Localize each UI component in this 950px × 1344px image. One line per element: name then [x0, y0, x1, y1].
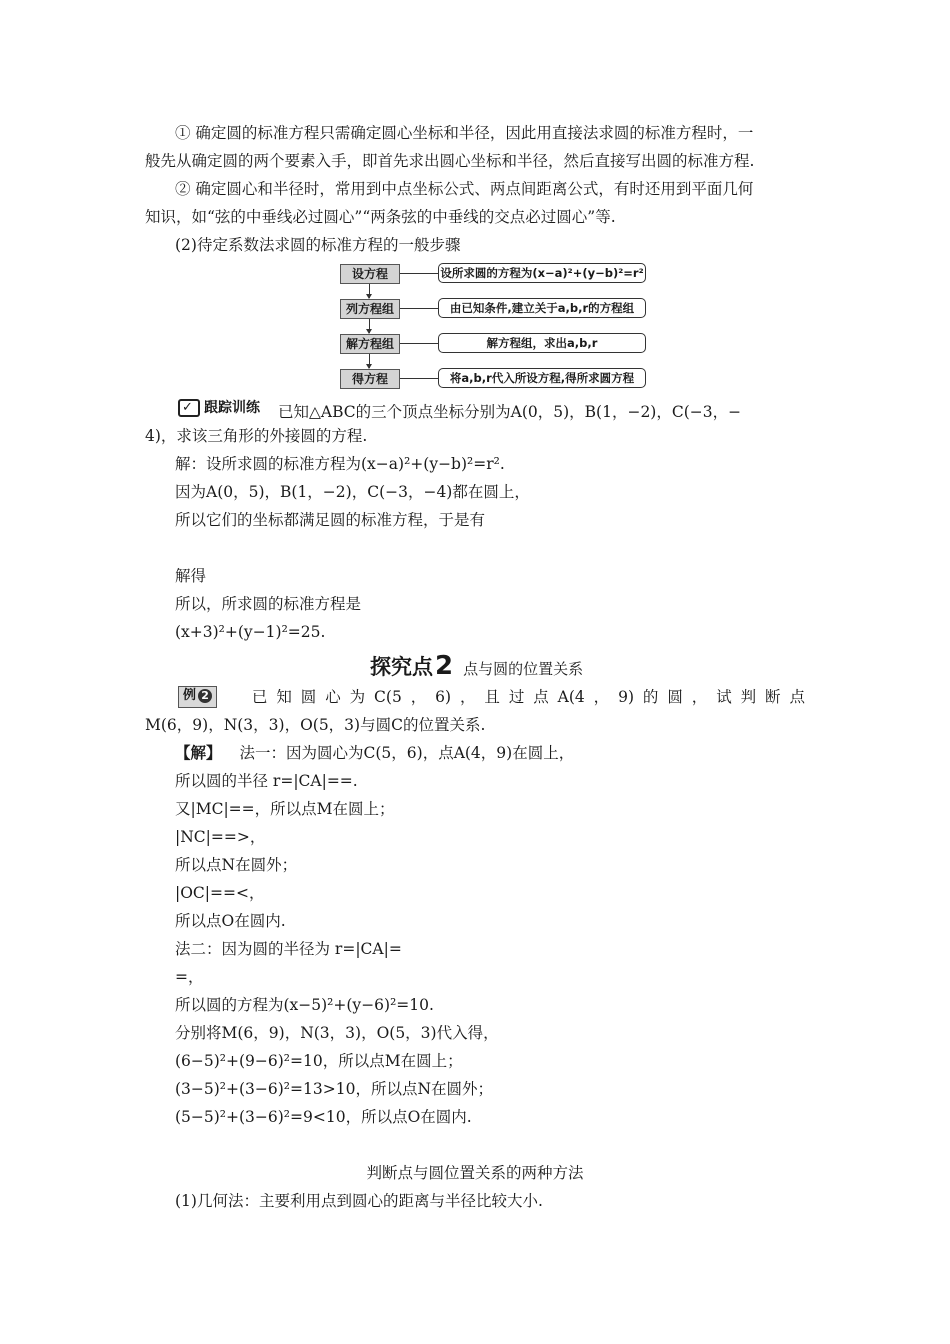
paragraph-line: 因为A(0，5)，B(1，−2)，C(−3，−4)都在圆上，	[175, 483, 530, 501]
solution-line: |OC|==<，	[175, 884, 265, 902]
word: 判	[740, 688, 757, 706]
word: 断	[765, 688, 781, 706]
solution-line: 【解】 法一：因为圆心为C(5，6)，点A(4，9)在圆上，	[175, 744, 575, 762]
solution-line: 又|MC|==，所以点M在圆上；	[175, 800, 395, 818]
flow-step-box: 解方程组	[340, 334, 400, 354]
solution-line: 分别将M(6，9)，N(3，3)，O(5，3)代入得，	[175, 1024, 499, 1042]
flow-step-box: 得方程	[340, 369, 400, 389]
word: 的	[642, 688, 659, 706]
flow-desc-box: 由已知条件,建立关于a,b,r的方程组	[438, 298, 646, 318]
paragraph-line: 知识，如“弦的中垂线必过圆心”“两条弦的中垂线的交点必过圆心”等.	[145, 208, 616, 226]
word: ，	[410, 688, 427, 706]
practice-label: ✓ 跟踪训练	[178, 397, 260, 419]
word: 圆	[667, 688, 683, 706]
paragraph-line: ① 确定圆的标准方程只需确定圆心坐标和半径，因此用直接法求圆的标准方程时，一	[175, 124, 754, 142]
flow-step-box: 列方程组	[340, 299, 400, 319]
word: 且	[484, 688, 500, 706]
word: 已	[251, 688, 268, 706]
word: 知	[276, 688, 292, 706]
word: ，	[691, 688, 708, 706]
paragraph-line: 解：设所求圆的标准方程为(x−a)²+(y−b)²=r².	[175, 455, 505, 473]
solution-line: (5−5)²+(3−6)²=9<10，所以点O在圆内.	[175, 1108, 472, 1126]
flow-step-box: 设方程	[340, 264, 400, 284]
practice-question-text: 已知△ABC的三个顶点坐标分别为A(0，5)，B(1，−2)，C(−3，−	[278, 403, 742, 421]
solution-line: 所以点O在圆内.	[175, 912, 286, 930]
solution-label: 【解】	[175, 744, 222, 762]
solution-line: (3−5)²+(3−6)²=13>10，所以点N在圆外；	[175, 1080, 494, 1098]
practice-question-line	[178, 397, 741, 423]
solution-line: (6−5)²+(9−6)²=10，所以点M在圆上；	[175, 1052, 463, 1070]
word: 为	[349, 688, 366, 706]
flow-arrow	[369, 284, 370, 298]
summary-title: 判断点与圆位置关系的两种方法	[366, 1164, 584, 1182]
paragraph-line: 所以，所求圆的标准方程是	[175, 595, 362, 613]
flow-desc-box: 设所求圆的方程为(x−a)²+(y−b)²=r²	[438, 263, 646, 283]
solution-line: 所以圆的方程为(x−5)²+(y−6)²=10.	[175, 996, 434, 1014]
word: A(4	[557, 688, 585, 706]
section-title: 探究点	[370, 655, 433, 679]
word: ，	[459, 688, 476, 706]
paragraph-line: M(6，9)，N(3，3)，O(5，3)与圆C的位置关系.	[145, 716, 486, 734]
example-badge: 例 2	[178, 686, 217, 708]
flow-arrow	[369, 354, 370, 368]
word: 心	[325, 688, 341, 706]
flow-connector	[400, 343, 438, 344]
paragraph-line: 所以它们的坐标都满足圆的标准方程，于是有	[175, 511, 486, 529]
paragraph-line: 解得	[175, 567, 207, 585]
word: 圆	[300, 688, 317, 706]
flow-arrow	[369, 319, 370, 333]
flow-connector	[400, 273, 438, 274]
word: ，	[593, 688, 610, 706]
section-subtitle: 点与圆的位置关系	[463, 660, 584, 678]
solution-line: 所以点N在圆外；	[175, 856, 298, 874]
word: 过	[508, 688, 525, 706]
solution-line: |NC|==>，	[175, 828, 266, 846]
flow-connector	[400, 308, 438, 309]
paragraph-line: 4)，求该三角形的外接圆的方程.	[145, 427, 368, 445]
word: 点	[789, 688, 805, 706]
flow-desc-box: 解方程组，求出a,b,r	[438, 333, 646, 353]
section-heading	[370, 651, 583, 681]
word: 6)	[435, 688, 452, 706]
checkmark-icon	[178, 399, 200, 417]
example-question-line	[178, 686, 805, 708]
paragraph-line: ② 确定圆心和半径时，常用到中点坐标公式、两点间距离公式，有时还用到平面几何	[175, 180, 754, 198]
solution-line: 所以圆的半径 r=|CA|==.	[175, 772, 358, 790]
steps-flowchart	[340, 262, 650, 390]
paragraph-line: (x+3)²+(y−1)²=25.	[175, 623, 326, 641]
paragraph-line: (1)几何法：主要利用点到圆心的距离与半径比较大小.	[175, 1192, 543, 1210]
flow-desc-box: 将a,b,r代入所设方程,得所求圆方程	[438, 368, 646, 388]
flow-connector	[400, 378, 438, 379]
solution-line: 法二：因为圆的半径为 r=|CA|=	[175, 940, 402, 958]
word: 9)	[618, 688, 635, 706]
solution-line: =，	[175, 968, 204, 986]
paragraph-line: 般先从确定圆的两个要素入手，即首先求出圆心坐标和半径，然后直接写出圆的标准方程.	[145, 152, 755, 170]
paragraph-line: (2)待定系数法求圆的标准方程的一般步骤	[175, 236, 461, 254]
word: C(5	[374, 688, 402, 706]
word: 点	[533, 688, 549, 706]
section-number: 2	[435, 651, 454, 681]
word: 试	[716, 688, 732, 706]
